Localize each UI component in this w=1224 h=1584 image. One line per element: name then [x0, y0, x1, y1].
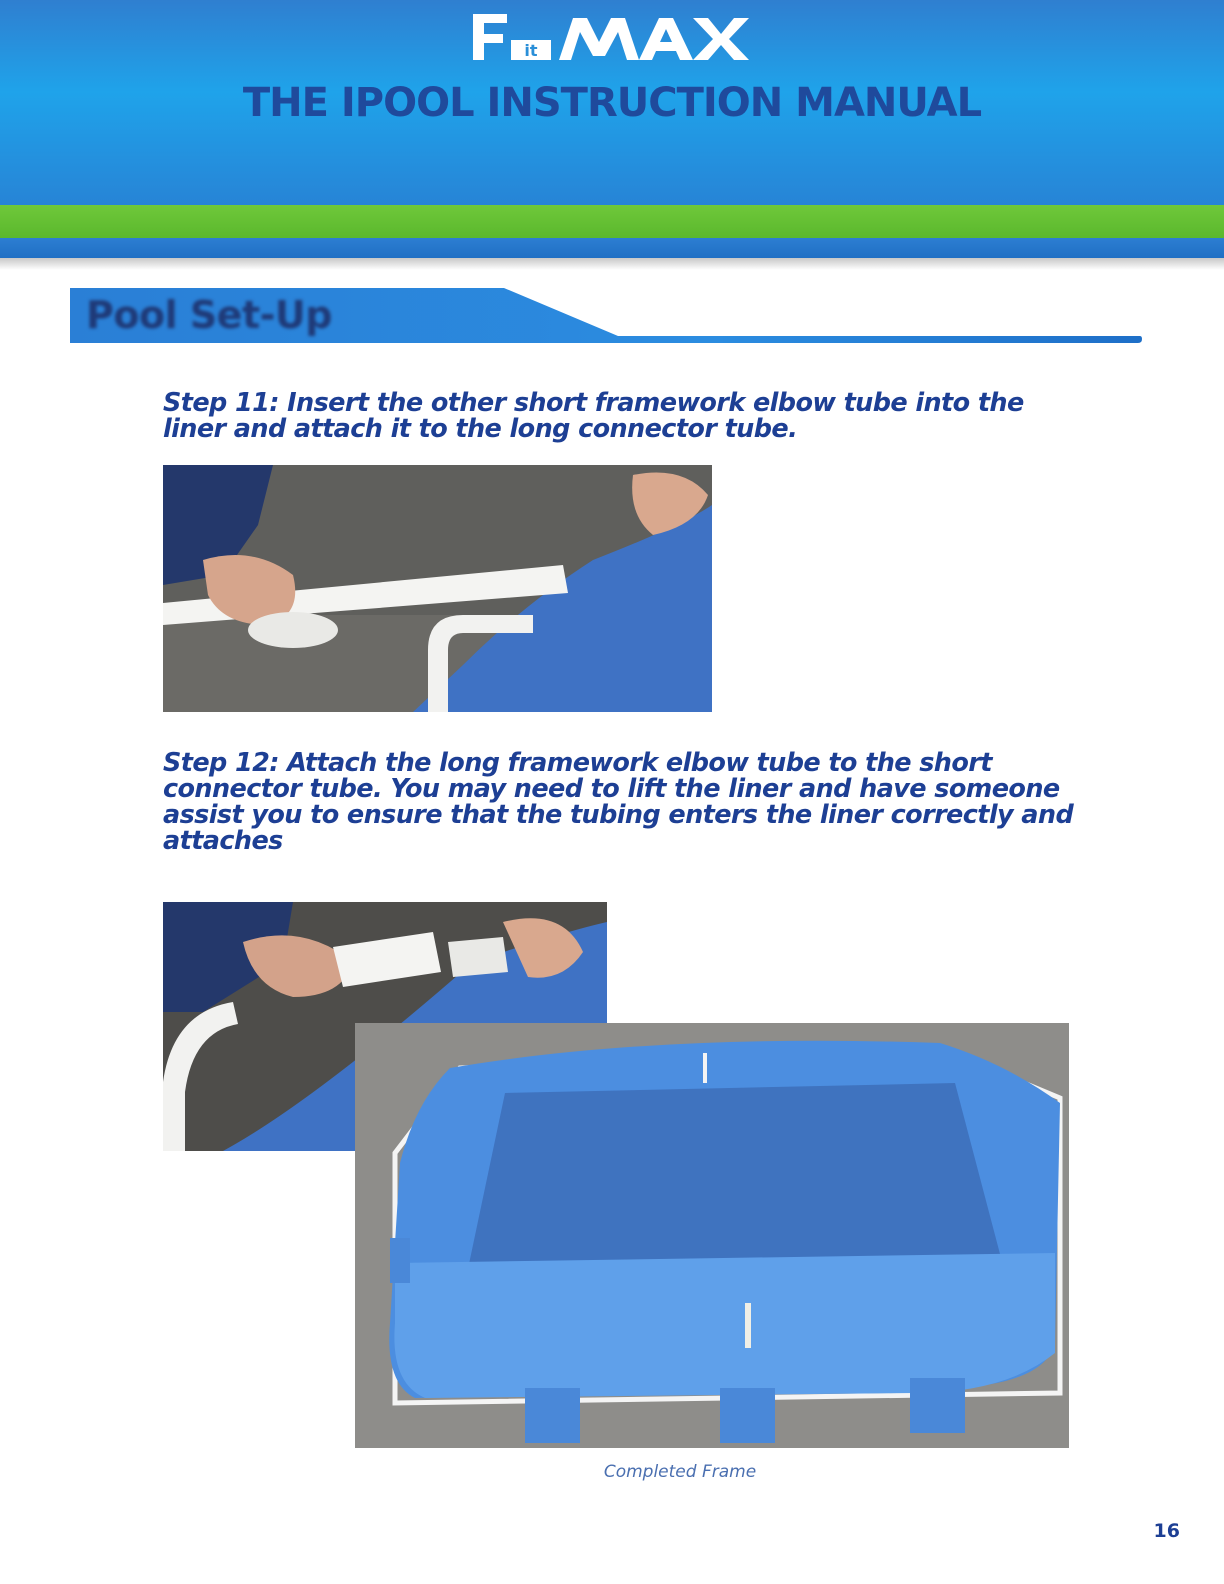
header-shadow	[0, 258, 1224, 270]
fitmax-logo-mark	[467, 8, 757, 66]
header-banner	[0, 0, 1224, 205]
step-11-text: Step 11: Insert the other short framework elbow tube into the liner and attach it to the long connector tube.	[163, 388, 1024, 444]
svg-text:it: it	[524, 41, 538, 60]
document-title: THE IPOOL INSTRUCTION MANUAL	[242, 80, 982, 126]
completed-frame-photo	[355, 1023, 1069, 1448]
step-11-photo	[163, 465, 712, 712]
green-divider-band	[0, 205, 1224, 238]
step-12-text: Step 12: Attach the long framework elbow tube to the short connector tube. You may need to lift the liner and have someone assist you to ensure that the tubing enters the liner correctly and attaches	[163, 748, 1074, 856]
figure-caption: Completed Frame	[603, 1462, 757, 1482]
page-number: 16	[1153, 1520, 1180, 1542]
blue-divider-band	[0, 238, 1224, 258]
fitmax-logo	[0, 8, 1224, 66]
section-title: Pool Set-Up	[86, 293, 332, 337]
